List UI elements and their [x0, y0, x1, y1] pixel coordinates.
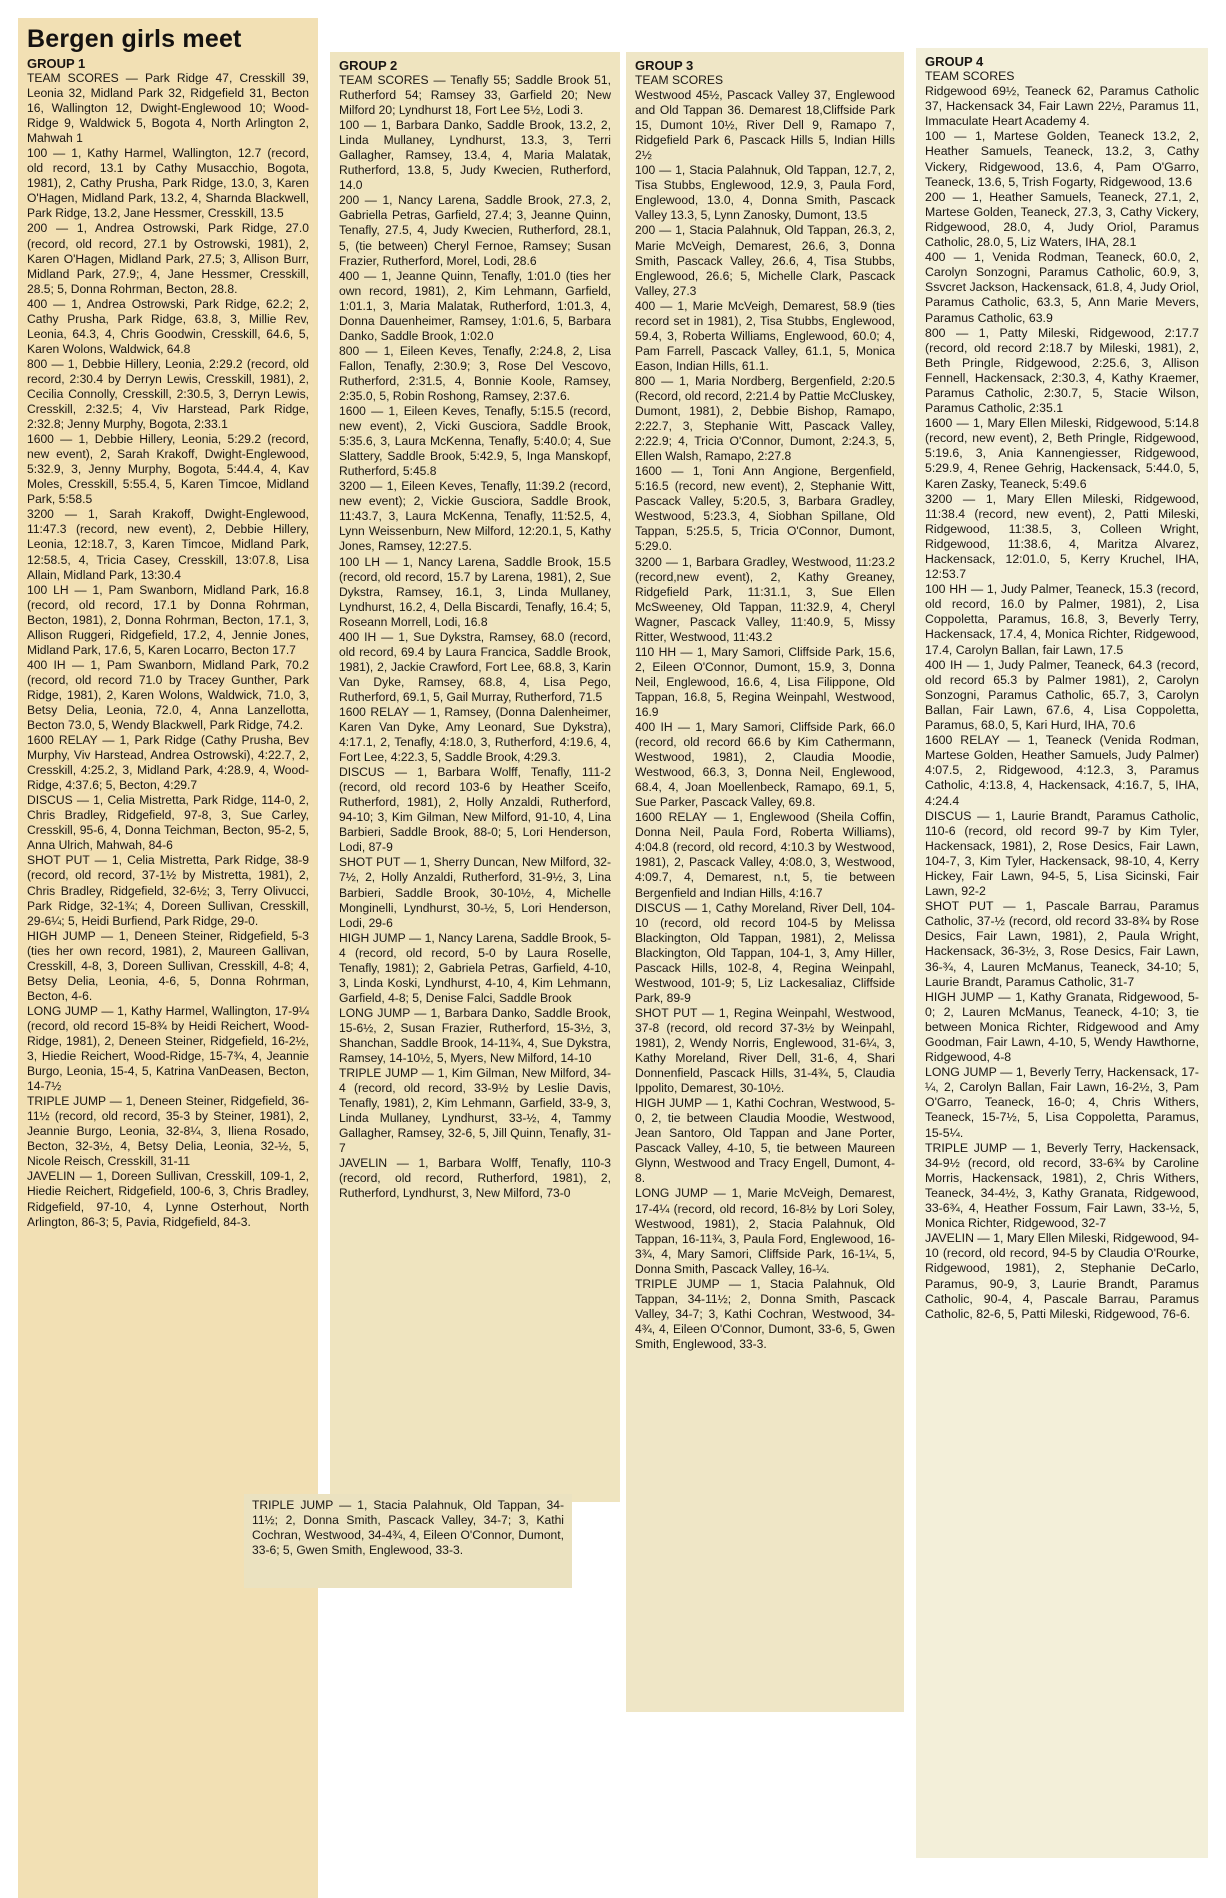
group4-column — [916, 48, 1208, 1858]
group1-column — [18, 18, 318, 1898]
group1-title: GROUP 1 — [27, 56, 86, 71]
group3-column — [626, 52, 904, 1712]
article-headline: Bergen girls meet — [27, 25, 242, 53]
overlay-results: TRIPLE JUMP — 1, Stacia Palahnuk, Old Tappan, 34-11½; 2, Donna Smith, Pascack Valley, 34-7; 3, Kathi Cochran, Westwood, 34-4¾, 4, Eileen O'Connor, Dumont, 33-6; 5, Gwen Smith, Englewood, 33-3. — [252, 1498, 568, 1558]
group4-results: TEAM SCORES Ridgewood 69½, Teaneck 62, Paramus Catholic 37, Hackensack 34, Fair Lawn 22½, Paramus 11, Immaculate Heart Academy 4. 100 — 1, Martese Golden, Teaneck 13.2, 2, Heather Samuels, Teaneck, 13.2, 3, Cathy Vickery, Ridgewood, 13.6, 4, Pam O'Garro, Teaneck, 13.6, 5, Trish Fogarty, Ridgewood, 13.6 200 — 1, Heather Samuels, Teaneck, 27.1, 2, Martese Golden, Teaneck, 27.3, 3, Cathy Vickery, Ridgewood, 28.0, 4, Judy Oriol, Paramus Catholic, 28.0, 5, Liz Waters, IHA, 28.1 400 — 1, Venida Rodman, Teaneck, 60.0, 2, Carolyn Sonzogni, Paramus Catholic, 60.9, 3, Ssvcret Jackson, Hackensack, 61.8, 4, Judy Oriol, Paramus Catholic, 63.3, 5, Ann Marie Mevers, Paramus Catholic, 63.9 800 — 1, Patty Mileski, Ridgewood, 2:17.7 (record, old record 2:18.7 by Mileski, 1981), 2, Beth Pringle, Ridgewood, 2:25.6, 3, Allison Fennell, Hackensack, 2:30.3, 4, Kathy Kraemer, Paramus Catholic, 2:30.7, 5, Stacie Wilson, Paramus Catholic, 2:35.1 1600 — 1, Mary Ellen Mileski, Ridgewood, 5:14.8 (record, new event), 2, Beth Pringle, Ridgewood, 5:19.6, 3, Ania Kannengiesser, Ridgewood, 5:29.9, 4, Renee Gehrig, Hackensack, 5:44.0, 5, Karen Zasky, Teaneck, 5:49.6 3200 — 1, Mary Ellen Mileski, Ridgewood, 11:38.4 (record, new event), 2, Patti Mileski, Ridgewood, 11:38.5, 3, Colleen Wright, Ridgewood, 11:38.6, 4, Maritza Alvarez, Hackensack, 12:01.0, 5, Kerry Kruchel, IHA, 12:53.7 100 HH — 1, Judy Palmer, Teaneck, 15.3 (record, old record, 16.0 by Palmer, 1981), 2, Lisa Coppoletta, Paramus, 16.8, 3, Beverly Terry, Hackensack, 17.4, 4, Monica Richter, Ridgewood, 17.4, Carolyn Ballan, fair Lawn, 17.5 400 IH — 1, Judy Palmer, Teaneck, 64.3 (record, old record 65.3 by Palmer 1981), 2, Carolyn Sonzogni, Paramus Catholic, 65.7, 3, Carolyn Ballan, Fair Lawn, 67.6, 4, Lisa Coppoletta, Paramus, 68.0, 5, Kari Hurd, IHA, 70.6 1600 RELAY — 1, Teaneck (Venida Rodman, Martese Golden, Heather Samuels, Judy Palmer) 4:07.5, 2, Ridgewood, 4:12.3, 3, Paramus Catholic, 4:13.8, 4, Hackensack, 4:16.7, 5, IHA, 4:24.4 DISCUS — 1, Laurie Brandt, Paramus Catholic, 110-6 (record, old record 99-7 by Kim Tyler, Hackensack, 1981), 2, Rose Desics, Fair Lawn, 104-7, 3, Kim Tyler, Hackensack, 98-10, 4, Kerry Hickey, Fair Lawn, 94-5, 5, Lisa Sicinski, Fair Lawn, 92-2 SHOT PUT — 1, Pascale Barrau, Paramus Catholic, 37-½ (record, old record 33-8¾ by Rose Desics, Fair Lawn, 1981), 2, Paula Wright, Hackensack, 36-3½, 3, Rose Desics, Fair Lawn, 36-¾, 4, Lauren McManus, Teaneck, 34-10; 5, Laurie Brandt, Paramus Catholic, 31-7 HIGH JUMP — 1, Kathy Granata, Ridgewood, 5-0; 2, Lauren McManus, Teaneck, 4-10; 3, tie between Monica Richter, Ridgewood and Amy Goodman, Fair Lawn, 4-10, 5, Wendy Hawthorne, Ridgewood, 4-8 LONG JUMP — 1, Beverly Terry, Hackensack, 17-¼, 2, Carolyn Ballan, Fair Lawn, 16-2½, 3, Pam O'Garro, Teaneck, 16-0; 4, Chris Withers, Teaneck, 15-7½, 5, Lisa Coppoletta, Paramus, 15-5¼. TRIPLE JUMP — 1, Beverly Terry, Hackensack, 34-9½ (record, old record, 33-6¾ by Caroline Morris, Hackensack, 1981), 2, Chris Withers, Teaneck, 34-4½, 3, Kathy Granata, Ridgewood, 33-6¾, 4, Heather Fossum, Fair Lawn, 33-½, 5, Monica Richter, Ridgewood, 32-7 JAVELIN — 1, Mary Ellen Mileski, Ridgewood, 94-10 (record, old record, 94-5 by Claudia O'Rourke, Ridgewood, 1981), 2, Stephanie DeCarlo, Paramus, 90-9, 3, Laurie Brandt, Paramus Catholic, 90-4, 4, Pascale Barrau, Paramus Catholic, 82-6, 5, Patti Mileski, Ridgewood, 76-6. — [925, 69, 1199, 1321]
group3-title: GROUP 3 — [635, 58, 694, 73]
group3-results: TEAM SCORES Westwood 45½, Pascack Valley 37, Englewood and Old Tappan 36. Demarest 18,Cliffside Park 15, Dumont 10½, River Dell 9, Ramapo 7, Ridgefield Park 6, Pascack Hills 5, Indian Hills 2½ 100 — 1, Stacia Palahnuk, Old Tappan, 12.7, 2, Tisa Stubbs, Englewood, 12.9, 3, Paula Ford, Englewood, 13.0, 4, Donna Smith, Pascack Valley 13.3, 5, Lynn Zanosky, Dumont, 13.5 200 — 1, Stacia Palahnuk, Old Tappan, 26.3, 2, Marie McVeigh, Demarest, 26.6, 3, Donna Smith, Pascack Valley, 26.6, 4, Tisa Stubbs, Englewood, 26.6; 5, Michelle Clark, Pascack Valley, 27.3 400 — 1, Marie McVeigh, Demarest, 58.9 (ties record set in 1981), 2, Tisa Stubbs, Englewood, 59.4, 3, Roberta Williams, Englewood, 60.0; 4, Pam Farrell, Pascack Valley, 61.1, 5, Monica Eason, Indian Hills, 61.1. 800 — 1, Maria Nordberg, Bergenfield, 2:20.5 (Record, old record, 2:21.4 by Pattie McCluskey, Dumont, 1981), 2, Debbie Bishop, Ramapo, 2:22.7, 3, Stephanie Witt, Pascack Valley, 2:22.9; 4, Tricia O'Connor, Dumont, 2:24.3, 5, Ellen Walsh, Ramapo, 2:27.8 1600 — 1, Toni Ann Angione, Bergenfield, 5:16.5 (record, new event), 2, Stephanie Witt, Pascack Valley, 5:20.5, 3, Barbara Gradley, Westwood, 5:23.3, 4, Siobhan Spillane, Old Tappan, 5:25.5, 5, Tricia O'Connor, Dumont, 5:29.0. 3200 — 1, Barbara Gradley, Westwood, 11:23.2 (record,new event), 2, Kathy Greaney, Ridgefield Park, 11:31.1, 3, Sue Ellen McSweeney, Old Tappan, 11:32.9, 4, Cheryl Wagner, Pascack Valley, 11:40.9, 5, Missy Ritter, Westwood, 11:43.2 110 HH — 1, Mary Samori, Cliffside Park, 15.6, 2, Eileen O'Connor, Dumont, 15.9, 3, Donna Neil, Englewood, 16.6, 4, Lisa Filippone, Old Tappan, 16.8, 5, Regina Weinpahl, Westwood, 16.9 400 IH — 1, Mary Samori, Cliffside Park, 66.0 (record, old record 66.6 by Kim Cathermann, Westwood, 1981), 2, Claudia Moodie, Westwood, 66.3, 3, Donna Neil, Englewood, 68.4, 4, Joan Moellenbeck, Ramapo, 69.1, 5, Sue Parker, Pascack Valley, 69.8. 1600 RELAY — 1, Englewood (Sheila Coffin, Donna Neil, Paula Ford, Roberta Williams), 4:04.8 (record, old record, 4:10.3 by Westwood, 1981), 2, Pascack Valley, 4:08.0, 3, Westwood, 4:09.7, 4, Demarest, n.t, 5, tie between Bergenfield and Indian Hills, 4:16.7 DISCUS — 1, Cathy Moreland, River Dell, 104-10 (record, old record 104-5 by Melissa Blackington, Old Tappan, 1981), 2, Melissa Blackington, Old Tappan, 104-1, 3, Amy Hiller, Pascack Hills, 102-8, 4, Regina Weinpahl, Westwood, 101-9; 5, Liz Lackesaliaz, Cliffside Park, 89-9 SHOT PUT — 1, Regina Weinpahl, Westwood, 37-8 (record, old record 37-3½ by Weinpahl, 1981), 2, Wendy Norris, Englewood, 31-6¼, 3, Kathy Moreland, River Dell, 31-6, 4, Shari Donnenfield, Pascack Hills, 31-4¾, 5, Claudia Ippolito, Demarest, 30-10½. HIGH JUMP — 1, Kathi Cochran, Westwood, 5-0, 2, tie between Claudia Moodie, Westwood, Jean Santoro, Old Tappan and Jane Porter, Pascack Valley, 4-10, 5, tie between Maureen Glynn, Westwood and Tracy Engell, Dumont, 4-8. LONG JUMP — 1, Marie McVeigh, Demarest, 17-4¼ (record, old record, 16-8½ by Lori Soley, Westwood, 1981), 2, Stacia Palahnuk, Old Tappan, 16-11¾, 3, Paula Ford, Englewood, 16-3¾, 4, Mary Samori, Cliffside Park, 16-1¼, 5, Donna Smith, Pascack Valley, 16-¼. TRIPLE JUMP — 1, Stacia Palahnuk, Old Tappan, 34-11½; 2, Donna Smith, Pascack Valley, 34-7; 3, Kathi Cochran, Westwood, 34-4¾, 4, Eileen O'Connor, Dumont, 33-6, 5, Gwen Smith, Englewood, 33-3. — [635, 73, 895, 1351]
group2-column — [330, 52, 620, 1502]
triple-jump-overlay — [244, 1494, 572, 1588]
group1-results: TEAM SCORES — Park Ridge 47, Cresskill 39, Leonia 32, Midland Park 32, Ridgefield 31, Becton 16, Wallington 12, Dwight-Englewood 10; Wood-Ridge 9, Waldwick 5, Bogota 4, North Arlington 2, Mahwah 1 100 — 1, Kathy Harmel, Wallington, 12.7 (record, old record, 13.1 by Cathy Musacchio, Bogota, 1981), 2, Cathy Prusha, Park Ridge, 13.0, 3, Karen O'Hagen, Midland Park, 13.2, 4, Sharnda Blackwell, Park Ridge, 13.2, Jane Hessmer, Cresskill, 13.5 200 — 1, Andrea Ostrowski, Park Ridge, 27.0 (record, old record, 27.1 by Ostrowski, 1981), 2, Karen O'Hagen, Midland Park, 27.5; 3, Allison Burr, Midland Park, 27.9;, 4, Jane Hessmer, Cresskill, 28.5; 5, Donna Rohrman, Becton, 28.8. 400 — 1, Andrea Ostrowski, Park Ridge, 62.2; 2, Cathy Prusha, Park Ridge, 63.8, 3, Millie Rev, Leonia, 64.3, 4, Chris Goodwin, Cresskill, 64.6, 5, Karen Wolons, Waldwick, 64.8 800 — 1, Debbie Hillery, Leonia, 2:29.2 (record, old record, 2:30.4 by Derryn Lewis, Cresskill, 1981), 2, Cecilia Connolly, Cresskill, 2:30.5, 3, Derryn Lewis, Cresskill, 2:32.5; 4, Viv Harstead, Park Ridge, 2:32.8; Jenny Murphy, Bogota, 2:33.1 1600 — 1, Debbie Hillery, Leonia, 5:29.2 (record, new event), 2, Sarah Krakoff, Dwight-Englewood, 5:32.9, 3, Jenny Murphy, Bogota, 5:44.4, 4, Kav Moles, Cresskill, 5:55.4, 5, Karen Timcoe, Midland Park, 5:58.5 3200 — 1, Sarah Krakoff, Dwight-Englewood, 11:47.3 (record, new event), 2, Debbie Hillery, Leonia, 12:18.7, 3, Karen Timcoe, Midland Park, 12:58.5, 4, Tricia Casey, Cresskill, 13:07.8, Lisa Allain, Midland Park, 13:30.4 100 LH — 1, Pam Swanborn, Midland Park, 16.8 (record, old record, 17.1 by Donna Rohrman, Becton, 1981), 2, Donna Rohrman, Becton, 17.1, 3, Allison Ruggeri, Ridgefield, 17.2, 4, Jennie Jones, Midland Park, 17.6, 5, Karen Locarro, Becton 17.7 400 IH — 1, Pam Swanborn, Midland Park, 70.2 (record, old record 71.0 by Tracey Gunther, Park Ridge, 1981), 2, Karen Wolons, Waldwick, 71.0, 3, Betsy Delia, Leonia, 72.0, 4, Anna Lanzellotta, Becton 73.0, 5, Wendy Blackwell, Park Ridge, 74.2. 1600 RELAY — 1, Park Ridge (Cathy Prusha, Bev Murphy, Viv Harstead, Andrea Ostrowski), 4:22.7, 2, Cresskill, 4:25.2, 3, Midland Park, 4:28.9, 4, Wood-Ridge, 4:37.6; 5, Becton, 4:29.7 DISCUS — 1, Celia Mistretta, Park Ridge, 114-0, 2, Chris Bradley, Ridgefield, 97-8, 3, Sue Carley, Cresskill, 95-6, 4, Donna Teichman, Becton, 95-2, 5, Anna Ulrich, Mahwah, 84-6 SHOT PUT — 1, Celia Mistretta, Park Ridge, 38-9 (record, old record, 37-1½ by Mistretta, 1981), 2, Chris Bradley, Ridgefield, 32-6½; 3, Terry Olivucci, Park Ridge, 32-1¾; 4, Doreen Sullivan, Cresskill, 29-6¼; 5, Heidi Burfiend, Park Ridge, 29-0. HIGH JUMP — 1, Deneen Steiner, Ridgefield, 5-3 (ties her own record, 1981), 2, Maureen Gallivan, Cresskill, 4-8, 3, Doreen Sullivan, Cresskill, 4-8; 4, Betsy Delia, Leonia, 4-6, 5, Donna Rohrman, Becton, 4-6. LONG JUMP — 1, Kathy Harmel, Wallington, 17-9¼ (record, old record 15-8¾ by Heidi Reichert, Wood-Ridge, 1981), 2, Deneen Steiner, Ridgefield, 16-2½, 3, Hiedie Reichert, Wood-Ridge, 15-7¾, 4, Jeannie Burgo, Leonia, 15-4, 5, Katrina VanDeasen, Becton, 14-7½ TRIPLE JUMP — 1, Deneen Steiner, Ridgefield, 36-11½ (record, old record, 35-3 by Steiner, 1981), 2, Jeannie Burgo, Leonia, 32-8¼, 3, Iliena Rosado, Becton, 32-3½, 4, Betsy Delia, Leonia, 32-½, 5, Nicole Reisch, Cresskill, 31-11 JAVELIN — 1, Doreen Sullivan, Cresskill, 109-1, 2, Hiedie Reichert, Ridgefield, 100-6, 3, Chris Bradley, Ridgefield, 97-10, 4, Lynne Osterhout, North Arlington, 86-3; 5, Pavia, Ridgefield, 84-3. — [27, 71, 309, 1229]
group4-title: GROUP 4 — [925, 54, 984, 69]
group2-title: GROUP 2 — [339, 58, 398, 73]
group2-results: TEAM SCORES — Tenafly 55; Saddle Brook 51, Rutherford 54; Ramsey 33, Garfield 20; New Milford 20; Lyndhurst 18, Fort Lee 5½, Lodi 3. 100 — 1, Barbara Danko, Saddle Brook, 13.2, 2, Linda Mullaney, Lyndhurst, 13.3, 3, Terri Gallagher, Ramsey, 13.4, 4, Maria Malatak, Rutherford, 13.8, 5, Judy Kwecien, Rutherford, 14.0 200 — 1, Nancy Larena, Saddle Brook, 27.3, 2, Gabriella Petras, Garfield, 27.4; 3, Jeanne Quinn, Tenafly, 27.5, 4, Judy Kwecien, Rutherford, 28.1, 5, (tie between) Cheryl Fernoe, Ramsey; Susan Frazier, Rutherford, Morel, Lodi, 28.6 400 — 1, Jeanne Quinn, Tenafly, 1:01.0 (ties her own record, 1981), 2, Kim Lehmann, Garfield, 1:01.1, 3, Maria Malatak, Rutherford, 1:01.3, 4, Donna Dauenheimer, Ramsey, 1:01.6, 5, Barbara Danko, Saddle Brook, 1:02.0 800 — 1, Eileen Keves, Tenafly, 2:24.8, 2, Lisa Fallon, Tenafly, 2:30.9; 3, Rose Del Vescovo, Rutherford, 2:31.5, 4, Bonnie Koole, Ramsey, 2:35.0, 5, Robin Roshong, Ramsey, 2:37.6. 1600 — 1, Eileen Keves, Tenafly, 5:15.5 (record, new event), 2, Vicki Gusciora, Saddle Brook, 5:35.6, 3, Laura McKenna, Tenafly, 5:40.0; 4, Sue Slattery, Saddle Brook, 5:42.9, 5, Inga Manskopf, Rutherford, 5:45.8 3200 — 1, Eileen Keves, Tenafly, 11:39.2 (record, new event); 2, Vickie Gusciora, Saddle Brook, 11:43.7, 3, Laura McKenna, Tenafly, 11:52.5, 4, Lynn Weissenburn, New Milford, 12:20.1, 5, Kathy Jones, Ramsey, 12:27.5. 100 LH — 1, Nancy Larena, Saddle Brook, 15.5 (record, old record, 15.7 by Larena, 1981), 2, Sue Dykstra, Ramsey, 16.1, 3, Linda Mullaney, Lyndhurst, 16.2, 4, Della Biscardi, Tenafly, 16.4; 5, Roseann Morrell, Lodi, 16.8 400 IH — 1, Sue Dykstra, Ramsey, 68.0 (record, old record, 69.4 by Laura Francica, Saddle Brook, 1981), 2, Jackie Crawford, Fort Lee, 68.8, 3, Karin Van Dyke, Ramsey, 68.8, 4, Lisa Pego, Rutherford, 69.1, 5, Gail Murray, Rutherford, 71.5 1600 RELAY — 1, Ramsey, (Donna Dalenheimer, Karen Van Dyke, Amy Leonard, Sue Dykstra), 4:17.1, 2, Tenafly, 4:18.0, 3, Rutherford, 4:19.6, 4, Fort Lee, 4:22.3, 5, Saddle Brook, 4:29.3. DISCUS — 1, Barbara Wolff, Tenafly, 111-2 (record, old record 103-6 by Heather Sceifo, Rutherford, 1981), 2, Holly Anzaldi, Rutherford, 94-10; 3, Kim Gilman, New Milford, 91-10, 4, Lina Barbieri, Saddle Brook, 88-0; 5, Lori Henderson, Lodi, 87-9 SHOT PUT — 1, Sherry Duncan, New Milford, 32-7½, 2, Holly Anzaldi, Rutherford, 31-9½, 3, Lina Barbieri, Saddle Brook, 30-10½, 4, Michelle Monginelli, Lyndhurst, 30-½, 5, Lori Henderson, Lodi, 29-6 HIGH JUMP — 1, Nancy Larena, Saddle Brook, 5-4 (record, old record, 5-0 by Laura Roselle, Tenafly, 1981); 2, Gabriela Petras, Garfield, 4-10, 3, Linda Koski, Lyndhurst, 4-10, 4, Kim Lehmann, Garfield, 4-8; 5, Denise Falci, Saddle Brook LONG JUMP — 1, Barbara Danko, Saddle Brook, 15-6½, 2, Susan Frazier, Rutherford, 15-3½, 3, Shanchan, Saddle Brook, 14-11¾, 4, Sue Dykstra, Ramsey, 14-10½, 5, Myers, New Milford, 14-10 TRIPLE JUMP — 1, Kim Gilman, New Milford, 34-4 (record, old record, 33-9½ by Leslie Davis, Tenafly, 1981), 2, Kim Lehmann, Garfield, 33-9, 3, Linda Mullaney, Lyndhurst, 33-½, 4, Tammy Gallagher, Ramsey, 32-6, 5, Jill Quinn, Tenafly, 31-7 JAVELIN — 1, Barbara Wolff, Tenafly, 110-3 (record, old record, Rutherford, 1981), 2, Rutherford, Lyndhurst, 3, New Milford, 73-0 — [339, 73, 611, 1201]
